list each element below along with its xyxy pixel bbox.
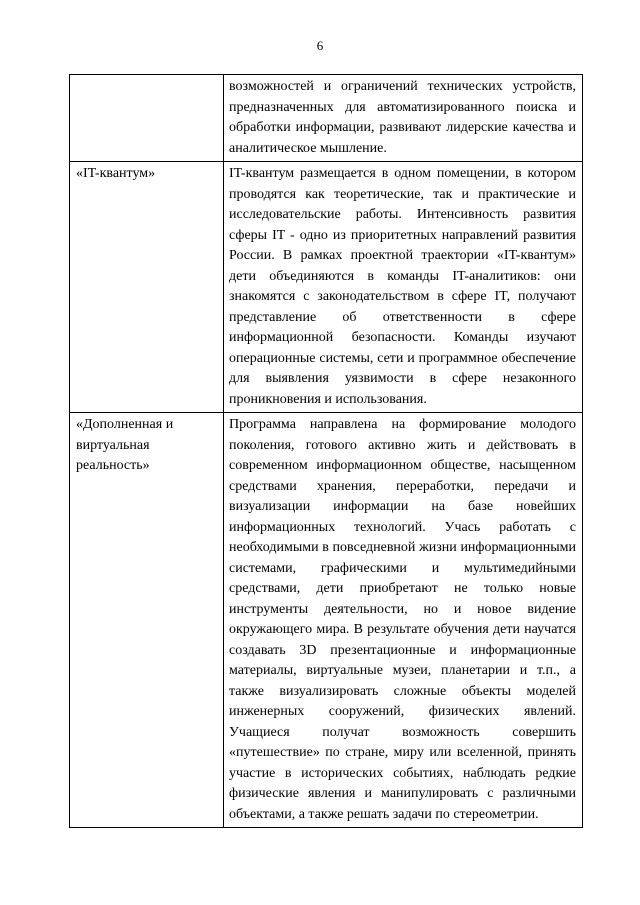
- quantum-description-cell: IT-квантум размещается в одном помещении, в котором проводятся как теоретические, так и практические и исследовательские работы. Интенсивность развития сферы IT - одно из приоритетных направлений развития России. В рамках проектной траектории «IT-квантум» дети объединяются в команды IT-аналитиков: они знакомятся с законодательством в сфере IT, получают представление об ответственности в сфере информационной безопасности. Команды изучают операционные системы, сети и программное обеспечение для выявления уязвимости в сфере незаконного проникновения и использования.: [224, 162, 583, 413]
- table-row: [70, 413, 583, 828]
- quantum-name-cell: «IT-квантум»: [70, 162, 224, 413]
- table-row: [70, 75, 583, 162]
- quantum-name-cell: [70, 75, 224, 162]
- quantum-description-cell: Программа направлена на формирование молодого поколения, готового активно жить и действовать в современном информационном обществе, насыщенном средствами хранения, переработки, передачи и визуализации информации на базе новейших информационных технологий. Учась работать с необходимыми в повседневной жизни информационными системами, графическими и мультимедийными средствами, дети приобретают не только новые инструменты деятельности, но и новое видение окружающего мира. В результате обучения дети научатся создавать 3D презентационные и информационные материалы, виртуальные музеи, планетарии и т.п., а также визуализировать сложные объекты моделей инженерных сооружений, физических явлений. Учащиеся получат возможность совершить «путешествие» по стране, миру или вселенной, принять участие в исторических событиях, наблюдать редкие физические явления и манипулировать с различными объектами, а также решать задачи по стереометрии.: [224, 413, 583, 828]
- page-number: 6: [316, 38, 324, 53]
- table-row: [70, 162, 583, 413]
- quantum-table: [69, 74, 583, 828]
- quantum-name-cell: «Дополненная и виртуальная реальность»: [70, 413, 224, 828]
- quantum-description-cell: возможностей и ограничений технических устройств, предназначенных для автоматизированного поиска и обработки информации, развивают лидерские качества и аналитическое мышление.: [224, 75, 583, 162]
